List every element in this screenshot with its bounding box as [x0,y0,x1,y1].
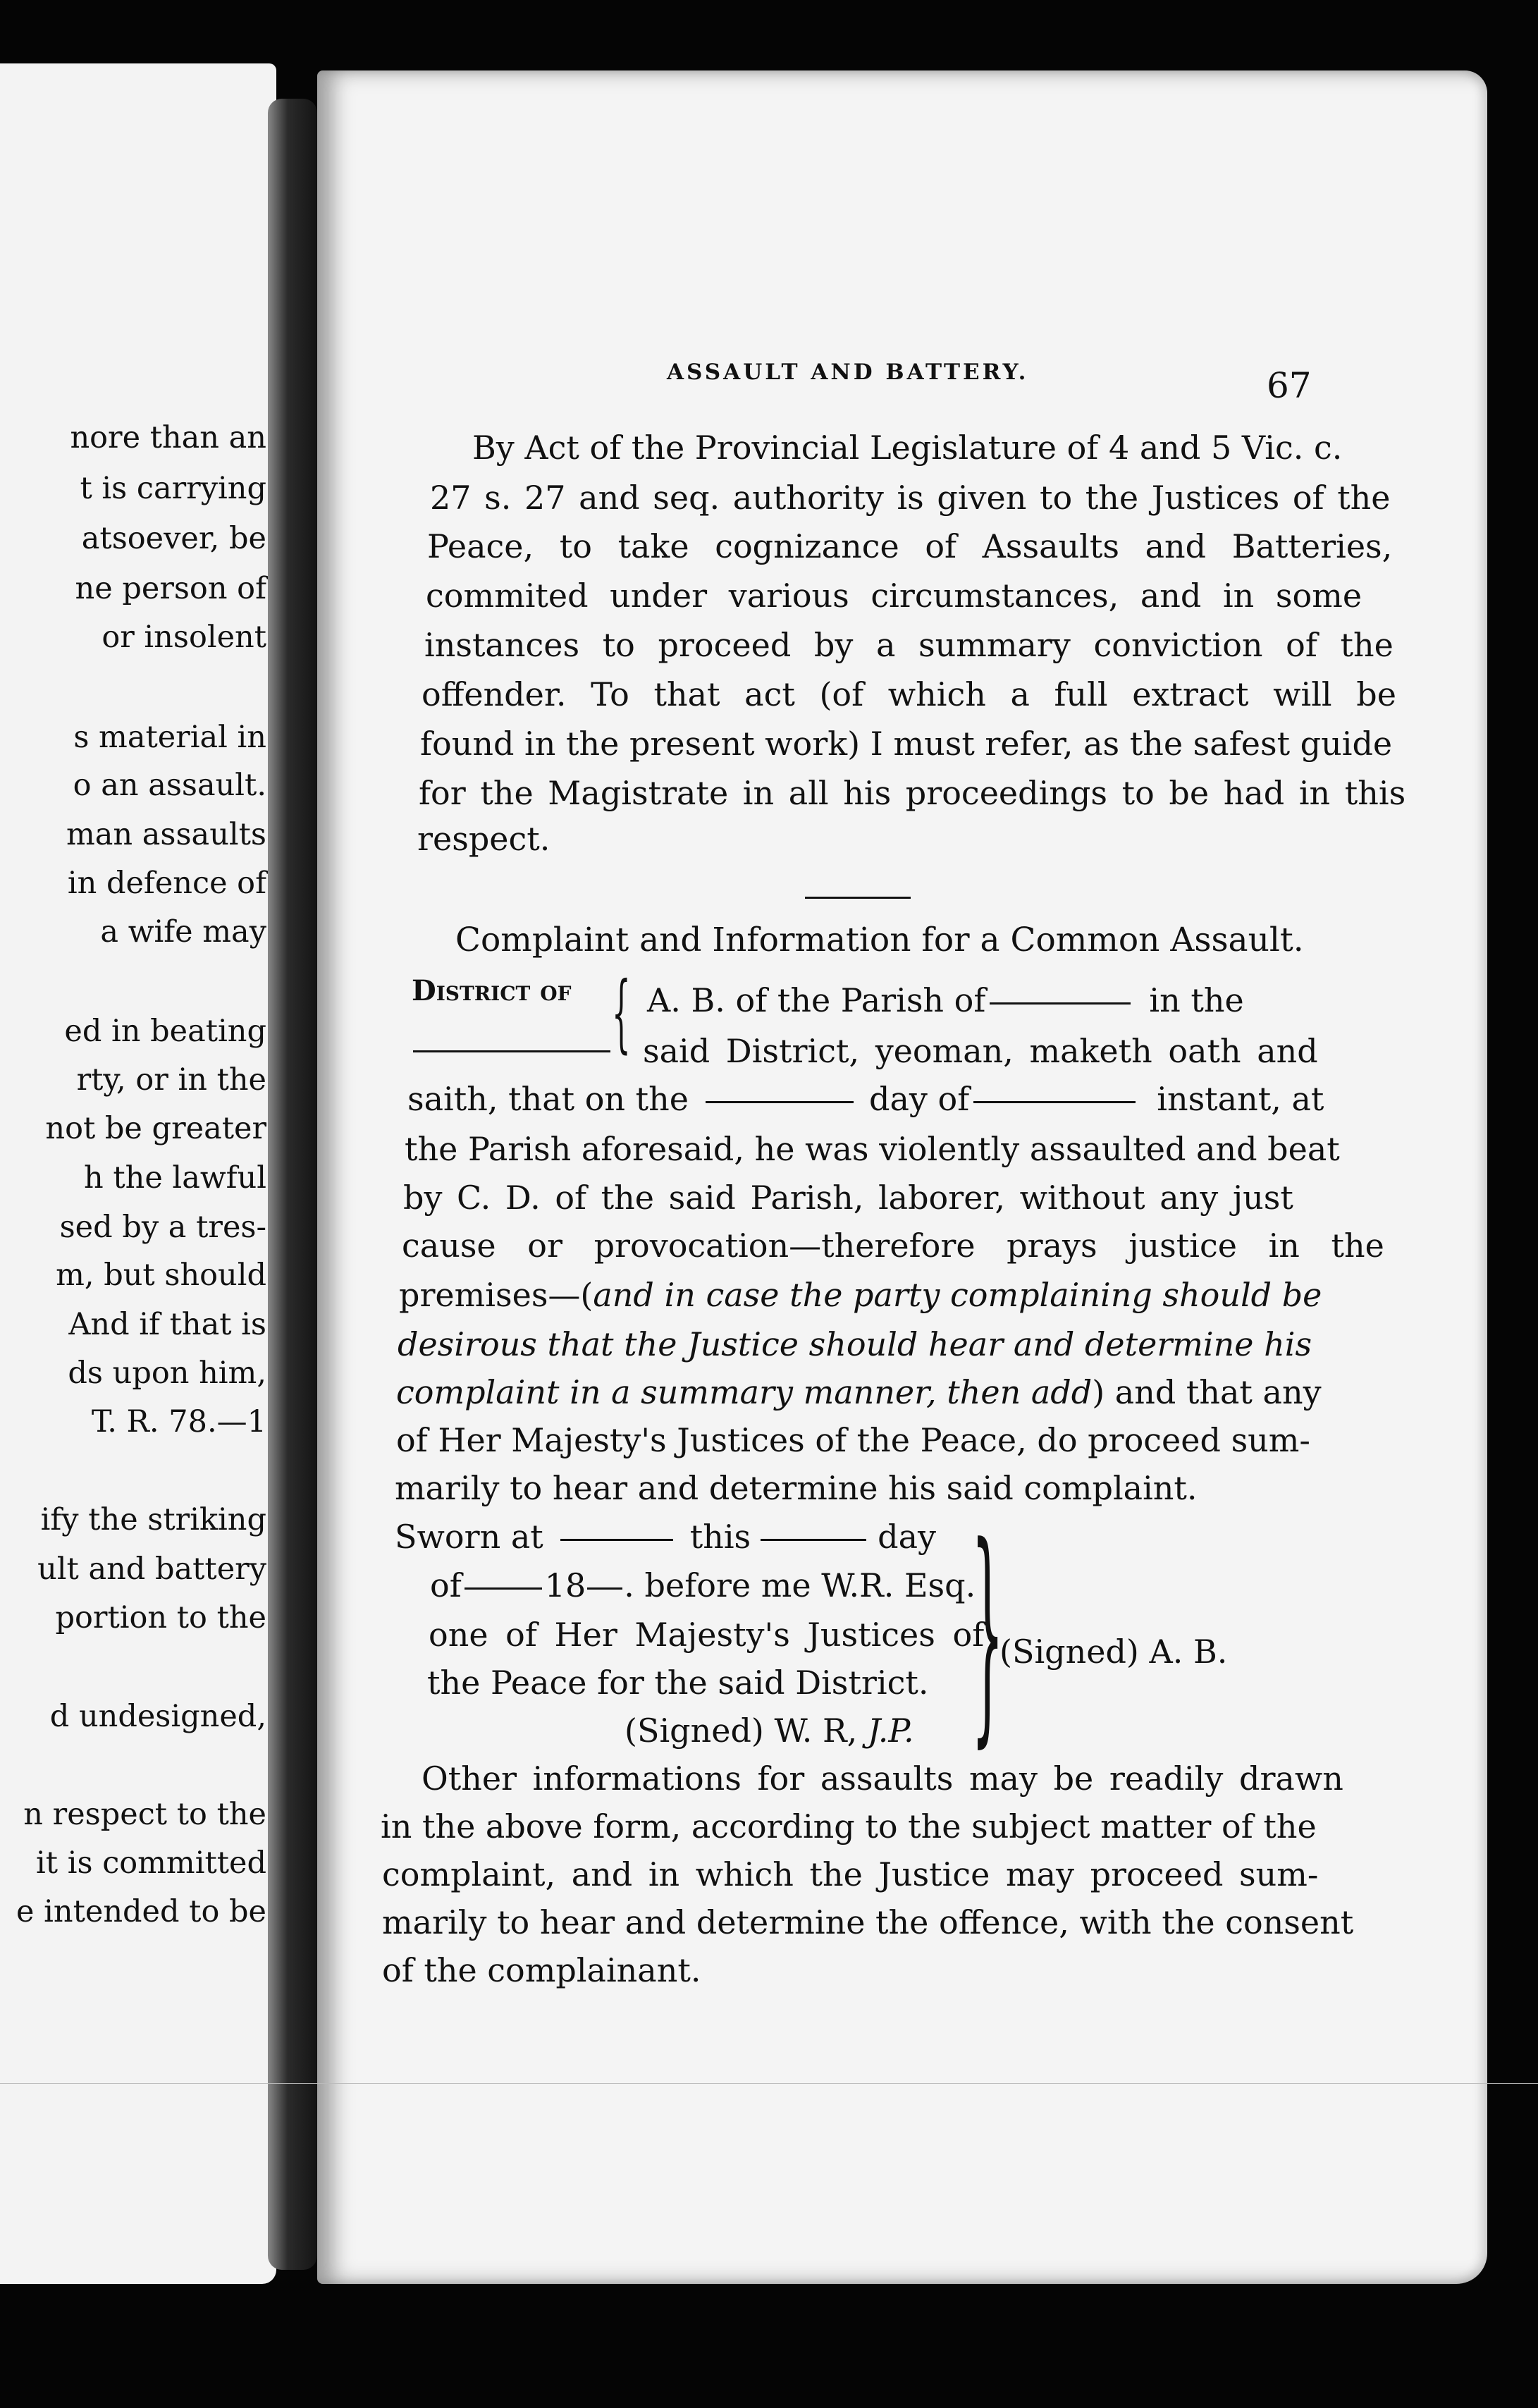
left-page-line: man assaults [66,817,266,852]
jurat-sworn-at: Sworn at [395,1518,543,1556]
para1-line-9: respect. [417,820,550,858]
jurat-this: this [689,1518,751,1556]
left-page-line: t is carrying [80,471,266,506]
left-page-line: portion to the [55,1600,266,1635]
book-gutter [268,99,317,2270]
jurat-before-me: . before me W.R. Esq. [624,1566,976,1604]
left-page-line: not be greater [45,1111,266,1146]
left-page-line: n respect to the [23,1797,266,1832]
left-page-line: o an assault. [73,768,266,803]
form-line-4: the Parish aforesaid, he was violently assaulted and beat [405,1130,1340,1168]
jurat-of: of [430,1566,462,1604]
form-line-6: cause or provocation—therefore prays justice in the [402,1227,1384,1265]
left-page-line: it is committed [36,1845,266,1881]
left-page-line: in defence of [67,866,266,901]
form-line-1 [647,981,1244,1019]
form-line-1-end: in the [1149,981,1244,1019]
para1-line-3: Peace, to take cognizance of Assaults and Batteries, [427,527,1393,565]
form-line-9b: ) and that any [1092,1373,1322,1411]
para2-line-5: of the complainant. [382,1951,701,1989]
district-blank [413,1050,610,1052]
form-line-3 [407,1080,1324,1118]
para1-line-2: 27 s. 27 and seq. authority is given to the Justices of the [430,479,1391,517]
left-page-line: s material in [73,720,266,755]
jurat-line-5 [625,1712,914,1750]
para2-line-4: marily to hear and determine the offence, with the consent [382,1903,1354,1941]
left-page-line: a wife may [100,914,266,950]
jurat-jp: J.P. [867,1712,914,1750]
jurat-line-2 [430,1566,976,1604]
jurat-line-4: the Peace for the said District. [427,1664,929,1702]
section-divider [805,897,911,899]
signature-brace: } [971,1497,1004,1767]
left-page-line: rty, or in the [76,1062,266,1098]
left-page-line: ify the striking [40,1502,266,1537]
form-line-7b: and in case the party complaining should be [593,1276,1322,1314]
left-page-line: d undesigned, [49,1699,266,1734]
form-line-1-text: A. B. of the Parish of [647,981,986,1019]
para1-line-1: By Act of the Provincial Legislature of 4 and 5 Vic. c. [472,429,1343,467]
left-page-line: e intended to be [16,1894,266,1929]
scan-artifact-line [0,2083,1538,2084]
form-line-9 [396,1373,1322,1411]
form-line-2: said District, yeoman, maketh oath and [643,1032,1318,1070]
form-line-7a: premises—( [399,1276,593,1314]
left-page-line: ult and battery [37,1552,266,1587]
district-brace: { [612,964,631,1062]
form-line-7 [399,1276,1322,1314]
para1-line-8: for the Magistrate in all his proceedings to be had in this [419,774,1406,812]
form-line-5: by C. D. of the said Parish, laborer, without any just [403,1179,1293,1217]
form-title: Complaint and Information for a Common Assault. [455,921,1304,959]
left-page-line: And if that is [68,1307,266,1342]
form-line-8: desirous that the Justice should hear and determine his [398,1325,1312,1363]
form-line-11: marily to hear and determine his said complaint. [395,1469,1198,1507]
form-line-10: of Her Majesty's Justices of the Peace, do proceed sum- [396,1421,1310,1459]
left-page-line: ne person of [75,571,266,606]
form-line-9a: complaint in a summary manner, then add [396,1373,1093,1411]
left-page-line: ed in beating [64,1014,266,1049]
left-page-line: T. R. 78.—1 [91,1404,266,1439]
para2-line-1: Other informations for assaults may be readily drawn [422,1759,1343,1798]
jurat-line-1 [395,1518,937,1556]
signed-ab: (Signed) A. B. [999,1633,1228,1671]
left-page-line: nore than an [70,420,266,455]
jurat-line-3: one of Her Majesty's Justices of [429,1616,985,1654]
para2-line-2: in the above form, according to the subject matter of the [381,1807,1317,1845]
left-page-line: sed by a tres- [59,1210,266,1245]
form-line-3c: instant, at [1157,1080,1324,1118]
district-label: District of [412,974,572,1007]
left-page-line: ds upon him, [68,1356,266,1391]
form-line-3a: saith, that on the [407,1080,689,1118]
jurat-signed-wr: (Signed) W. R, [625,1712,858,1750]
form-line-3b: day of [869,1080,970,1118]
running-head: ASSAULT AND BATTERY. [667,360,1029,385]
page-number: 67 [1267,365,1312,406]
para1-line-4: commited under various circumstances, and in some [426,577,1362,615]
para1-line-6: offender. To that act (of which a full extract will be [422,675,1396,713]
left-page [0,63,276,2284]
para1-line-7: found in the present work) I must refer, as the safest guide [420,725,1393,763]
jurat-18: 18 [544,1566,586,1604]
left-page-line: m, but should [56,1258,266,1293]
jurat-day: day [878,1518,937,1556]
para2-line-3: complaint, and in which the Justice may proceed sum- [382,1855,1319,1893]
para1-line-5: instances to proceed by a summary conviction of the [424,626,1394,664]
left-page-line: or insolent [101,620,266,655]
left-page-line: h the lawful [83,1160,266,1196]
left-page-line: atsoever, be [81,521,266,556]
